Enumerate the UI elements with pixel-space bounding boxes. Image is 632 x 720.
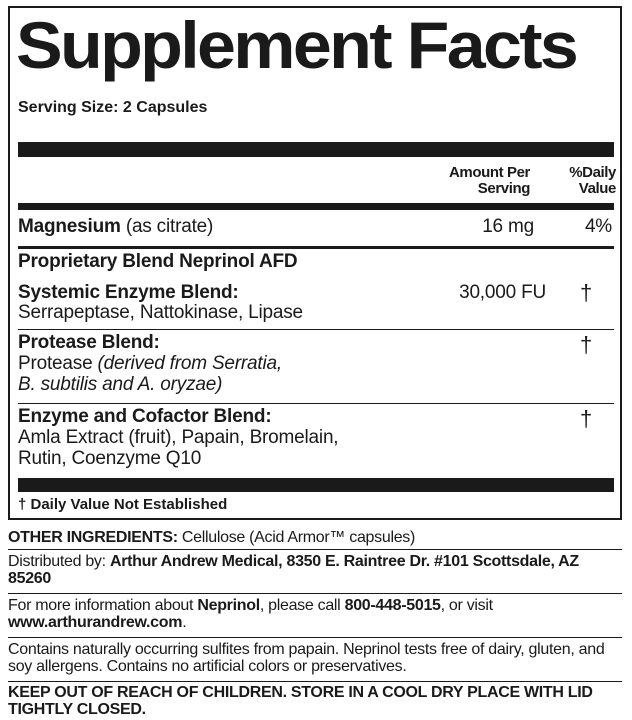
footnote: † Daily Value Not Established xyxy=(18,496,228,513)
divider-rule xyxy=(18,246,614,249)
divider-medium xyxy=(18,203,614,210)
magnesium-row xyxy=(18,216,213,238)
separator xyxy=(8,637,622,638)
distributed-label: Distributed by: xyxy=(8,553,106,570)
cofactor-line2: Rutin, Coenzyme Q10 xyxy=(18,448,202,469)
magnesium-dv: 4% xyxy=(584,216,612,237)
more-info-prefix: For more information about xyxy=(8,597,194,614)
protease-blend-name: Protease Blend: xyxy=(18,332,160,353)
divider-thick xyxy=(18,142,614,157)
amount-header-line2: Serving xyxy=(477,180,530,197)
other-ingredients-label: OTHER INGREDIENTS: xyxy=(8,529,178,546)
amount-header-line1: Amount Per xyxy=(448,164,530,181)
systemic-blend-amount: 30,000 FU xyxy=(459,282,546,303)
other-ingredients-value: Cellulose (Acid Armor™ capsules) xyxy=(181,529,416,546)
allergen-info: Contains naturally occurring sulfites from papain. Neprinol tests free of dairy, gluten, and soy allergens. Contains no artificial colors or preservatives. xyxy=(8,641,605,675)
website-link[interactable]: www.arthurandrew.com xyxy=(8,614,183,631)
systemic-blend-ingredients: Serrapeptase, Nattokinase, Lipase xyxy=(18,302,303,323)
magnesium-amount: 16 mg xyxy=(482,216,534,237)
protease-source-line2: B. subtilis and A. oryzae) xyxy=(18,374,223,395)
dv-header-line2: Value xyxy=(578,180,616,197)
more-info-mid: , please call xyxy=(259,597,341,614)
systemic-dagger: † xyxy=(580,280,593,305)
panel-title: Supplement Facts xyxy=(16,8,577,82)
amount-per-serving-header xyxy=(418,165,530,197)
serving-size: Serving Size: 2 Capsules xyxy=(18,99,208,116)
supplement-facts-panel xyxy=(8,6,622,520)
warning: KEEP OUT OF REACH OF CHILDREN. STORE IN A COOL DRY PLACE WITH LID TIGHTLY CLOSED. xyxy=(8,684,593,718)
divider-rule xyxy=(18,403,614,404)
protease-dagger: † xyxy=(580,332,593,357)
separator xyxy=(8,593,622,594)
product-name: Neprinol xyxy=(197,597,260,614)
phone-number[interactable]: 800-448-5015 xyxy=(344,597,441,614)
cofactor-blend-name: Enzyme and Cofactor Blend: xyxy=(18,406,272,427)
systemic-blend-name: Systemic Enzyme Blend: xyxy=(18,282,239,303)
divider-thick xyxy=(18,478,614,492)
protease-ingredient: Protease xyxy=(18,353,93,374)
separator xyxy=(8,549,622,550)
blend-title: Proprietary Blend Neprinol AFD xyxy=(18,251,298,272)
dv-header-line1: %Daily xyxy=(569,164,616,181)
protease-line1 xyxy=(18,353,282,375)
more-info xyxy=(8,597,622,631)
divider-rule xyxy=(18,329,614,330)
protease-source: (derived from Serratia, xyxy=(97,353,282,374)
magnesium-qualifier: (as citrate) xyxy=(125,216,214,237)
cofactor-dagger: † xyxy=(580,406,593,431)
daily-value-header xyxy=(546,165,616,197)
distributor-info xyxy=(8,553,622,587)
other-ingredients xyxy=(8,529,622,546)
distributor: Arthur Andrew Medical, 8350 E. Raintree Dr. #101 Scottsdale, AZ 85260 xyxy=(8,553,579,587)
magnesium-name: Magnesium xyxy=(18,216,121,237)
period: . xyxy=(182,614,187,631)
separator xyxy=(8,681,622,682)
cofactor-line1: Amla Extract (fruit), Papain, Bromelain, xyxy=(18,427,339,448)
more-info-suffix: , or visit xyxy=(440,597,493,614)
